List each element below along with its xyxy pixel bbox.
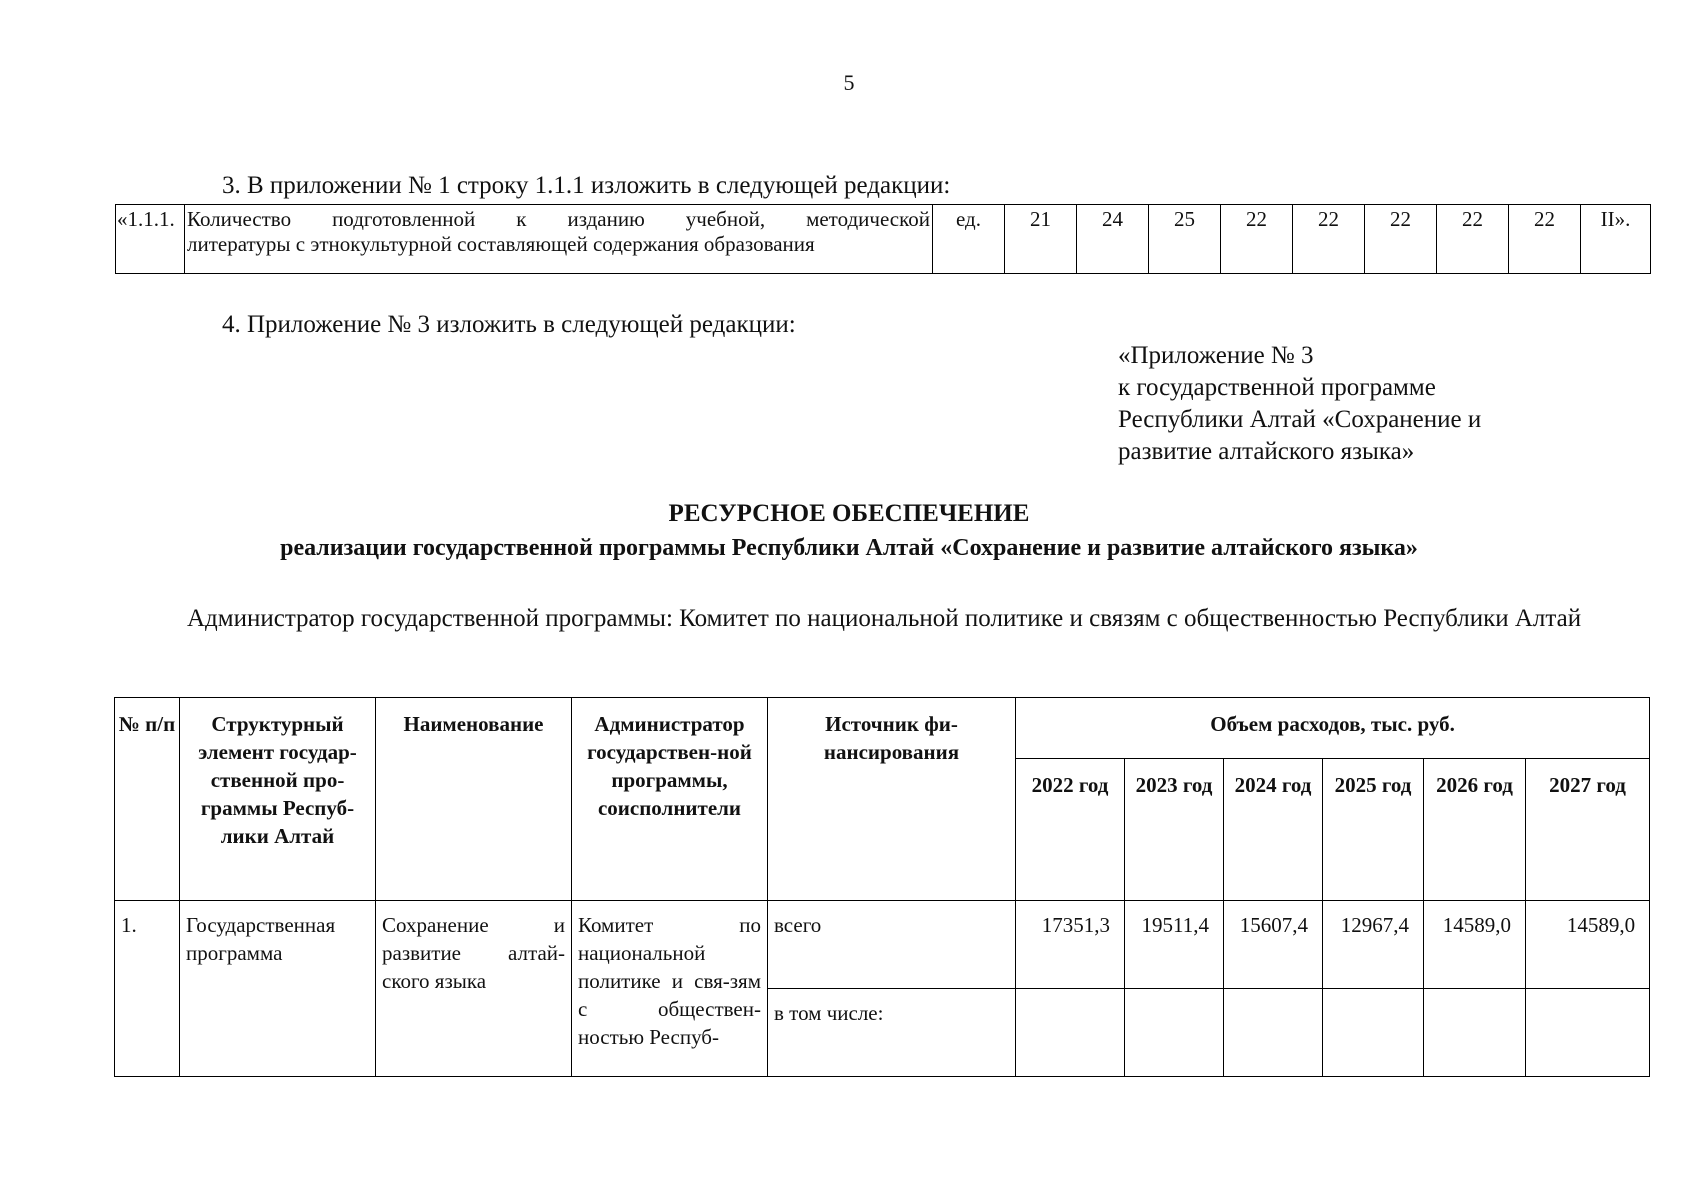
page-number: 5 (843, 70, 855, 95)
col-header-year: 2026 год (1424, 759, 1526, 901)
row-program-name: Сохранение и развитие алтай-ского языка (376, 901, 572, 1077)
expense-value: 14589,0 (1424, 901, 1526, 989)
row-indicator-name (185, 205, 933, 274)
appendix-line: к государственной программе (1118, 374, 1436, 401)
col-header-source: Источник фи-нансирования (768, 698, 1016, 901)
source-including: в том числе: (768, 989, 1016, 1077)
col-header-admin: Администратор государствен-ной программы, соисполнители (572, 698, 768, 901)
appendix-heading (1118, 340, 1481, 468)
col-header-year: 2022 год (1016, 759, 1125, 901)
row-code: «1.1.1. (116, 205, 185, 274)
appendix-line: Республики Алтай «Сохранение и (1118, 406, 1482, 433)
col-header-year: 2023 год (1125, 759, 1224, 901)
resource-table (114, 697, 1650, 1077)
document-title: РЕСУРСНОЕ ОБЕСПЕЧЕНИЕ (668, 500, 1030, 527)
col-header-name: Наименование (376, 698, 572, 901)
header-row (115, 698, 1650, 759)
row-unit: ед. (933, 205, 1005, 274)
row-administrator: Комитет по национальной политике и свя-зям с обществен-ностью Респуб- (572, 901, 768, 1077)
empty-cell (1323, 989, 1424, 1077)
empty-cell (1424, 989, 1526, 1077)
empty-cell (1526, 989, 1650, 1077)
row-element: Государственная программа (180, 901, 376, 1077)
expense-value: 17351,3 (1016, 901, 1125, 989)
row-num: 1. (115, 901, 180, 1077)
appendix-line: «Приложение № 3 (1118, 342, 1314, 369)
col-header-element: Структурный элемент государ-ственной про-граммы Респуб-лики Алтай (180, 698, 376, 901)
expense-value: 14589,0 (1526, 901, 1650, 989)
expense-value: 15607,4 (1224, 901, 1323, 989)
expense-value: 12967,4 (1323, 901, 1424, 989)
col-header-year: 2027 год (1526, 759, 1650, 901)
administrator-text: Администратор государственной программы: Комитет по национальной политике и связям с общественностью Республики Алтай (187, 605, 1582, 632)
row-1-1-1-table (115, 204, 1651, 274)
row-value: 21 (1005, 205, 1077, 274)
table-row (116, 205, 1651, 274)
appendix-line: развитие алтайского языка» (1118, 438, 1415, 465)
expense-value: 19511,4 (1125, 901, 1224, 989)
col-header-year: 2025 год (1323, 759, 1424, 901)
col-header-expenses: Объем расходов, тыс. руб. (1016, 698, 1650, 759)
row-value: 24 (1077, 205, 1149, 274)
row-value: 22 (1365, 205, 1437, 274)
row-value: 22 (1509, 205, 1581, 274)
section-4-text: 4. Приложение № 3 изложить в следующей редакции: (222, 311, 796, 338)
indicator-name-line-2: литературы с этнокультурной составляющей содержания образования (187, 232, 815, 256)
document-subtitle: реализации государственной программы Республики Алтай «Сохранение и развитие алтайского языка» (280, 535, 1418, 561)
indicator-name-line-1: Количество подготовленной к изданию учебной, методической (187, 207, 930, 231)
table-row (115, 901, 1650, 989)
row-value: 25 (1149, 205, 1221, 274)
section-3-text: 3. В приложении № 1 строку 1.1.1 изложить в следующей редакции: (222, 172, 951, 199)
empty-cell (1224, 989, 1323, 1077)
col-header-year: 2024 год (1224, 759, 1323, 901)
row-value: 22 (1293, 205, 1365, 274)
col-header-num: № п/п (115, 698, 180, 901)
row-last-cell: II». (1581, 205, 1651, 274)
empty-cell (1016, 989, 1125, 1077)
row-value: 22 (1221, 205, 1293, 274)
source-total: всего (768, 901, 1016, 989)
empty-cell (1125, 989, 1224, 1077)
row-value: 22 (1437, 205, 1509, 274)
